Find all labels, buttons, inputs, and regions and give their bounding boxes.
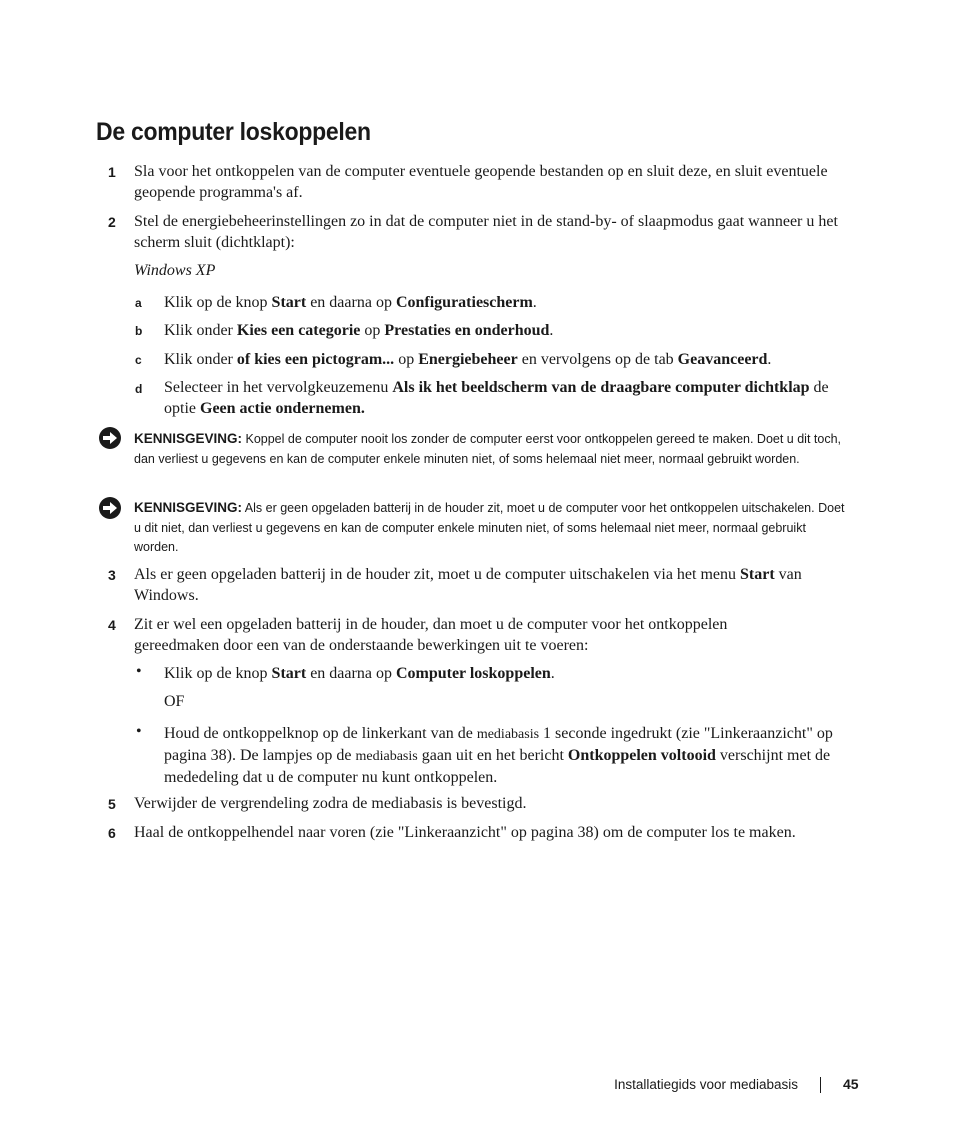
page-number: 45 — [843, 1076, 859, 1092]
menu-item-control-panel: Configuratiescherm — [395, 294, 533, 311]
step-number: 6 — [108, 825, 116, 841]
bullet-mark: • — [136, 663, 142, 680]
substep-letter: c — [135, 353, 142, 367]
step-number: 4 — [108, 617, 116, 633]
substep-letter: b — [135, 324, 143, 338]
bullet-text: Houd de ontkoppelknop op de linkerkant van de mediabasis 1 seconde ingedrukt (zie "Linkeraanzicht" op pagina 38). De lampjes op de mediabasis gaan uit en het bericht Ontkoppelen voltooid verschijnt met de mededeling dat u de computer nu kunt ontkoppelen. — [164, 725, 833, 786]
step-text: Als er geen opgeladen batterij in de houder zit, moet u de computer uitschakelen via het menu Start van Windows. — [134, 566, 802, 604]
bullet-text: Klik op de knop Start en daarna op Computer loskoppelen. — [164, 665, 555, 682]
os-label: Windows XP — [134, 262, 216, 279]
page-title: De computer loskoppelen — [96, 118, 371, 146]
step-text: Zit er wel een opgeladen batterij in de houder, dan moet u de computer voor het ontkoppelen gereedmaken door een van de onderstaande bewerkingen uit te voeren: — [134, 616, 728, 654]
step-text: Haal de ontkoppelhendel naar voren (zie "Linkeraanzicht" op pagina 38) om de computer los te maken. — [134, 824, 796, 841]
notice-label: KENNISGEVING: — [134, 431, 243, 446]
notice-arrow-icon — [98, 426, 122, 450]
bullet-mark: • — [136, 723, 142, 740]
step-text: Sla voor het ontkoppelen van de computer eventuele geopende bestanden op en sluit deze, en sluit eventuele geopende programma's af. — [134, 163, 828, 201]
step-text: Stel de energiebeheerinstellingen zo in dat de computer niet in de stand-by- of slaapmodus gaat wanneer u het scherm sluit (dichtklapt): — [134, 213, 838, 251]
step-text: Verwijder de vergrendeling zodra de mediabasis is bevestigd. — [134, 795, 527, 812]
substep-text: Selecteer in het vervolgkeuzemenu Als ik het beeldscherm van de draagbare computer dichtklap de optie Geen actie ondernemen. — [164, 379, 829, 417]
step-number: 2 — [108, 214, 116, 230]
or-label: OF — [164, 693, 185, 710]
footer-title: Installatiegids voor mediabasis — [614, 1077, 798, 1092]
notice-text: KENNISGEVING: Als er geen opgeladen batterij in de houder zit, moet u de computer voor het ontkoppelen uitschakelen. Doet u dit niet, dan verliest u gegevens en kan de computer enkele minuten niet, of soms helemaal niet meer, normaal gebruikt worden. — [134, 500, 845, 554]
substep-letter: a — [135, 296, 142, 310]
notice-arrow-icon — [98, 496, 122, 520]
step-number: 3 — [108, 567, 116, 583]
footer-divider — [820, 1077, 821, 1093]
step-number: 1 — [108, 164, 116, 180]
substep-text: Klik onder of kies een pictogram... op Energiebeheer en vervolgens op de tab Geavanceerd. — [164, 351, 772, 368]
menu-item-start: Start — [271, 294, 307, 311]
substep-text: Klik onder Kies een categorie op Prestaties en onderhoud. — [164, 322, 554, 339]
notice-label: KENNISGEVING: — [134, 500, 243, 515]
notice-text: KENNISGEVING: Koppel de computer nooit los zonder de computer eerst voor ontkoppelen gereed te maken. Doet u dit toch, dan verliest u gegevens en kan de computer enkele minuten niet, of soms helemaal niet meer, normaal gebruikt worden. — [134, 431, 841, 466]
step-number: 5 — [108, 796, 116, 812]
substep-text: Klik op de knop Start en daarna op Configuratiescherm. — [164, 294, 537, 311]
substep-letter: d — [135, 382, 143, 396]
